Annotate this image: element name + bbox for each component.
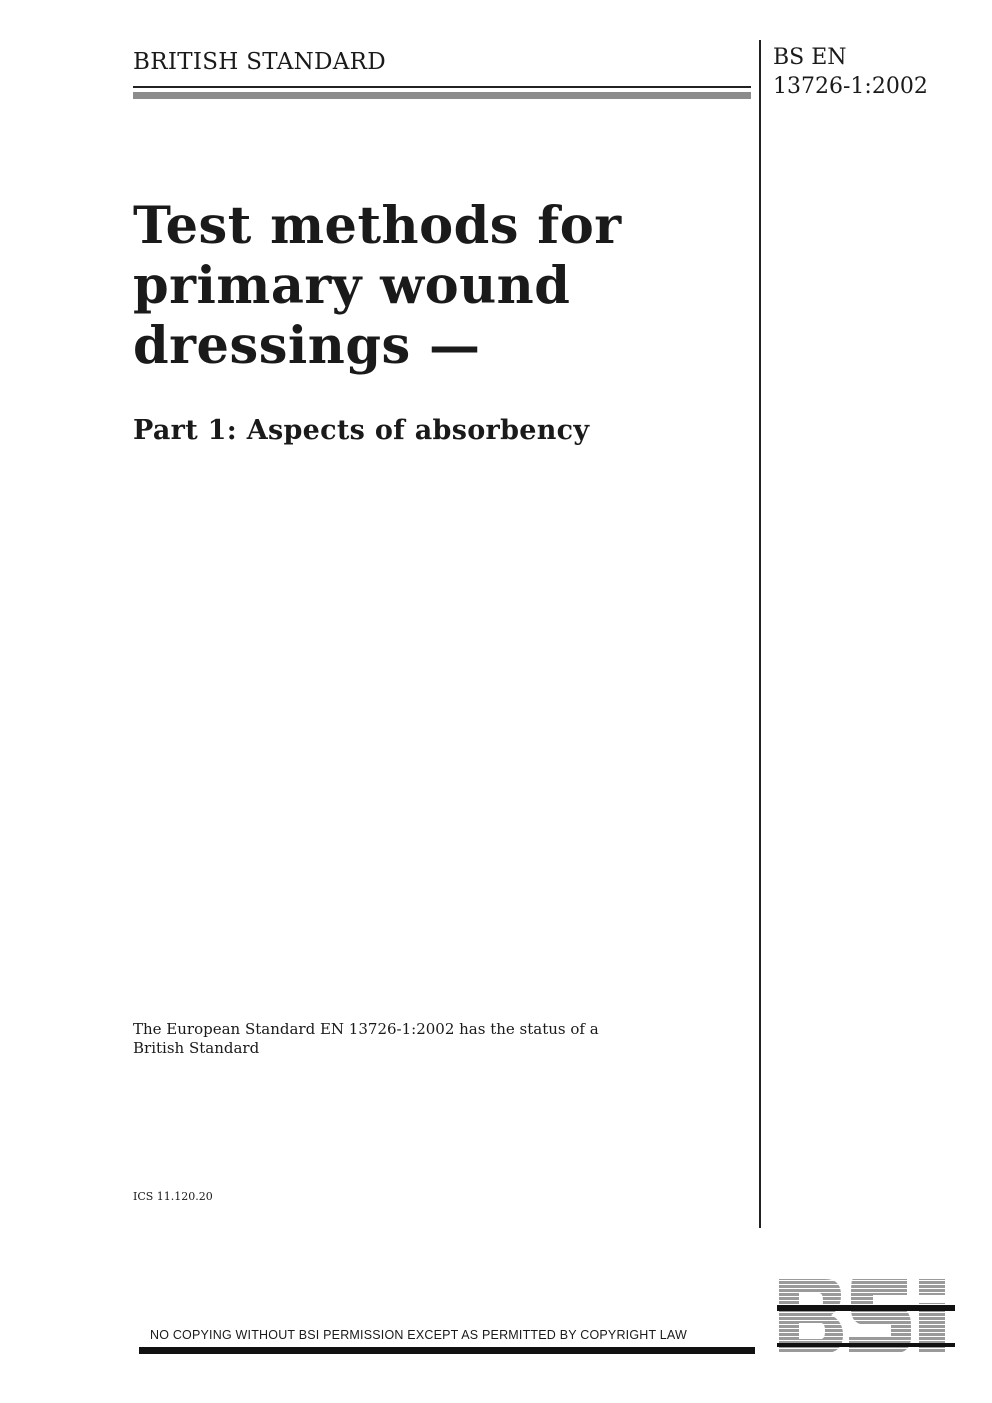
title-line-3: dressings — (133, 316, 481, 376)
document-title (133, 196, 743, 376)
status-statement (133, 1020, 633, 1058)
title-line-2: primary wound (133, 256, 571, 316)
status-line-1: The European Standard EN 13726-1:2002 has the status of a (133, 1020, 599, 1038)
standard-number-line1: BS EN (773, 45, 847, 70)
ics-code: ICS 11.120.20 (133, 1190, 213, 1203)
standard-number-line2: 13726-1:2002 (773, 74, 928, 99)
header-rule-gray (133, 92, 751, 99)
bsi-logo-graphic (777, 1277, 955, 1355)
standard-number (773, 43, 928, 101)
vertical-divider (759, 40, 761, 1228)
header-rule-thin (133, 86, 751, 88)
document-subtitle: Part 1: Aspects of absorbency (133, 415, 590, 446)
status-line-2: British Standard (133, 1039, 260, 1057)
title-line-1: Test methods for (133, 196, 622, 256)
copyright-notice: NO COPYING WITHOUT BSI PERMISSION EXCEPT AS PERMITTED BY COPYRIGHT LAW (150, 1328, 688, 1342)
footer-rule (139, 1347, 755, 1354)
header-label: BRITISH STANDARD (133, 49, 387, 75)
bsi-logo-icon (777, 1277, 955, 1355)
